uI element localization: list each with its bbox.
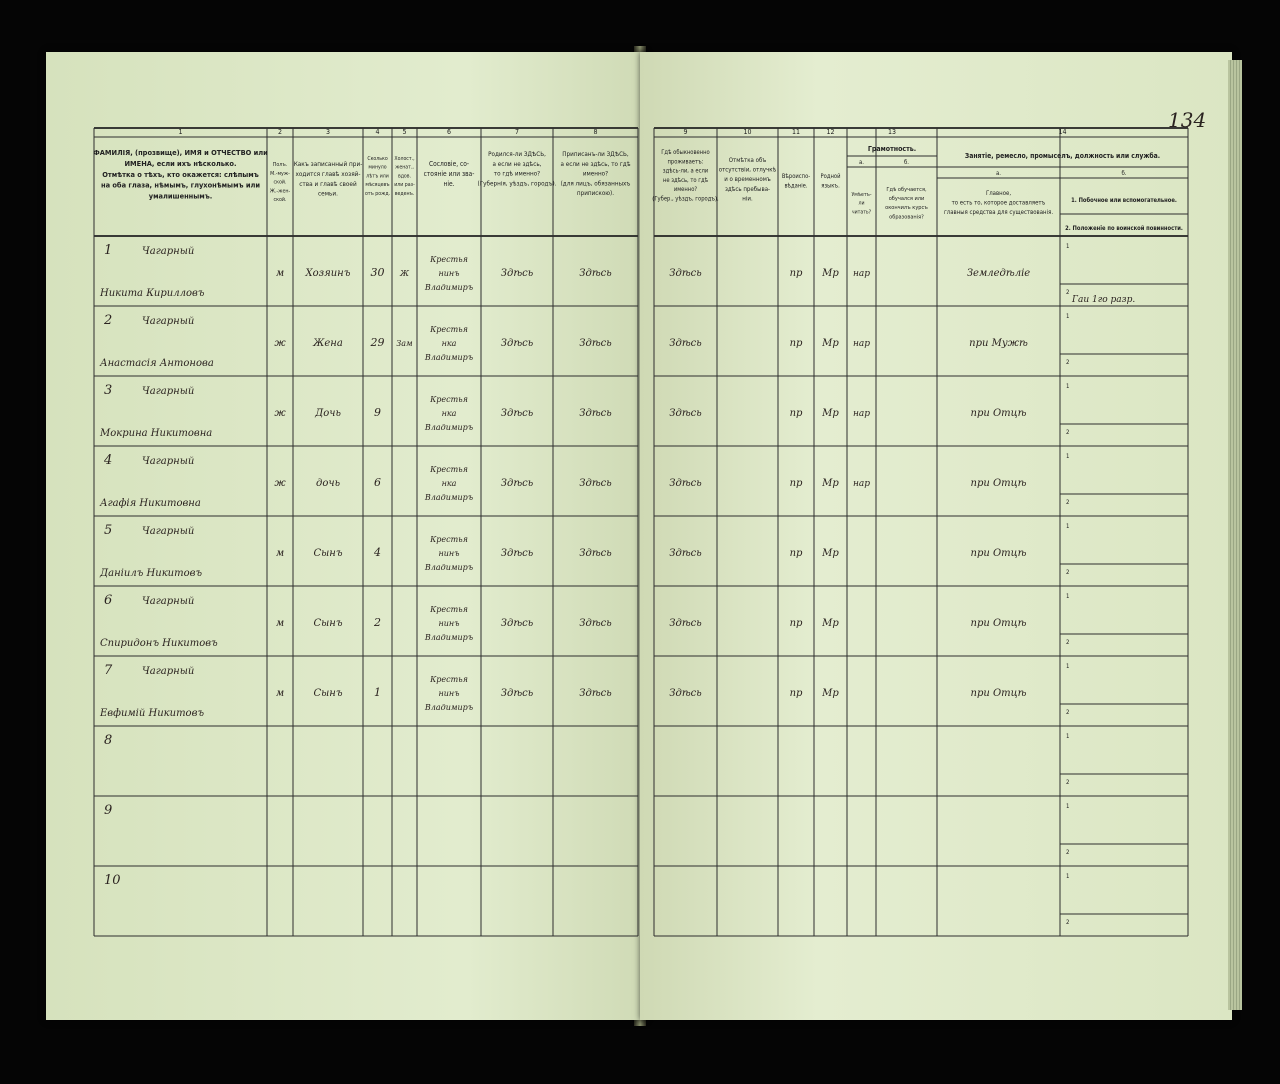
header-occupation: Занятіе, ремесло, промыселъ, должность или служба.	[964, 152, 1161, 160]
given-name: Агафія Никитовна	[100, 498, 201, 509]
estate-value: Владимиръ	[424, 283, 474, 292]
header-name: ИМЕНА, если ихъ нѣсколько.	[124, 158, 237, 168]
page-number: 134	[1168, 108, 1207, 132]
residence-value: Здѣсь	[669, 688, 702, 699]
religion-value: пр	[789, 548, 803, 559]
header-birthplace: (Губернія, уѣздъ, городъ).	[477, 180, 557, 188]
residence-value: Здѣсь	[669, 548, 702, 559]
estate-value: нинъ	[438, 269, 460, 278]
header-sex: ской.	[273, 197, 287, 204]
registration-value: Здѣсь	[579, 408, 612, 419]
header-age: лѣтъ или	[366, 173, 389, 180]
birthplace-value: Здѣсь	[500, 618, 534, 629]
header-education: окончилъ курсъ	[885, 205, 928, 212]
residence-value: Здѣсь	[669, 268, 702, 279]
age-value: 1	[374, 686, 381, 699]
header-marital: Холост.,	[394, 156, 415, 162]
surname: Чагарный	[142, 246, 195, 257]
language-value: Мр	[822, 338, 839, 349]
surname: Чагарный	[142, 386, 195, 397]
age-value: 30	[370, 266, 385, 279]
relation-value: Сынъ	[313, 618, 343, 629]
relation-value: дочь	[315, 478, 341, 489]
header-estate: Сословіе, со-	[428, 160, 470, 168]
estate-value: Владимиръ	[424, 423, 474, 432]
registration-value: Здѣсь	[579, 688, 612, 699]
residence-value: Здѣсь	[669, 338, 702, 349]
header-sex: Полъ.	[272, 162, 288, 168]
column-number: 2	[277, 128, 283, 136]
residence-value: Здѣсь	[669, 478, 702, 489]
header-registration: а если не здѣсь, то гдѣ	[560, 160, 631, 168]
occupation-value: при Отцѣ	[970, 688, 1027, 699]
header-literacy: Грамотность.	[867, 145, 917, 153]
header-can-read: ли	[858, 200, 865, 207]
header-religion: Вѣроиспо-	[781, 174, 811, 180]
estate-value: Крестья	[430, 675, 468, 684]
birthplace-value: Здѣсь	[500, 408, 534, 419]
sex-value: м	[275, 688, 285, 699]
religion-value: пр	[789, 688, 803, 699]
column-number: 7	[514, 128, 520, 136]
sex-value: м	[275, 618, 285, 629]
surname: Чагарный	[142, 596, 195, 607]
header-relation: ходится главѣ хозяй-	[295, 169, 361, 178]
header-name: на оба глаза, нѣмымъ, глухонѣмымъ или	[100, 180, 261, 190]
header-side-occupation: 1. Побочное или вспомогательное.	[1071, 198, 1177, 204]
column-number: 4	[375, 128, 380, 136]
estate-value: Крестья	[430, 605, 468, 614]
can-read-value: нар	[852, 409, 871, 419]
row-number: 6	[104, 593, 113, 608]
registration-value: Здѣсь	[579, 618, 612, 629]
estate-value: нка	[441, 409, 457, 418]
age-value: 29	[370, 336, 385, 349]
header-main-occupation: то есть то, которое доставляетъ	[951, 199, 1046, 207]
given-name: Спиридонъ Никитовъ	[100, 638, 218, 649]
residence-value: Здѣсь	[669, 408, 702, 419]
row-number: 8	[104, 733, 113, 748]
birthplace-value: Здѣсь	[500, 548, 534, 559]
subrow-label-2: 2	[1066, 289, 1070, 296]
relation-value: Сынъ	[313, 688, 343, 699]
relation-value: Жена	[313, 338, 343, 349]
language-value: Мр	[822, 268, 839, 279]
column-number: 5	[402, 128, 407, 136]
relation-value: Дочь	[315, 408, 341, 419]
subrow-label-2: 2	[1066, 709, 1070, 716]
row-number: 3	[104, 383, 113, 398]
can-read-value: нар	[852, 479, 871, 489]
subrow-label-1: 1	[1066, 593, 1070, 600]
subrow-label-2: 2	[1066, 429, 1070, 436]
subrow-label-1: 1	[1066, 803, 1070, 810]
subrow-label-2: 2	[1066, 569, 1070, 576]
header-birthplace: а если не здѣсь,	[492, 160, 542, 168]
estate-value: Владимиръ	[424, 633, 474, 642]
row-number: 2	[104, 313, 113, 328]
column-number: 14	[1058, 128, 1067, 136]
subrow-label-2: 2	[1066, 639, 1070, 646]
header-marital: женат.,	[395, 164, 414, 171]
header-age: отъ рожд.	[364, 190, 391, 197]
birthplace-value: Здѣсь	[500, 338, 534, 349]
estate-value: Крестья	[430, 535, 468, 544]
surname: Чагарный	[142, 526, 195, 537]
header-registration: именно?	[582, 170, 609, 178]
header-birthplace: Родился-ли ЗДѢСЬ,	[488, 151, 546, 158]
can-read-value: нар	[852, 339, 871, 349]
subrow-label-2: 2	[1066, 849, 1070, 856]
age-value: 2	[374, 616, 381, 629]
registration-value: Здѣсь	[579, 268, 612, 279]
header-military-status: 2. Положеніе по воинской повинности.	[1065, 226, 1183, 232]
religion-value: пр	[789, 478, 803, 489]
age-value: 6	[374, 476, 381, 489]
birthplace-value: Здѣсь	[500, 268, 534, 279]
subrow-label-1: 1	[1066, 383, 1070, 390]
surname: Чагарный	[142, 316, 195, 327]
estate-value: Владимиръ	[424, 703, 474, 712]
header-residence: именно?	[673, 187, 698, 194]
sex-value: ж	[274, 478, 286, 489]
header-sex: Ж.-жен-	[269, 188, 291, 195]
header-education: обучался или	[888, 196, 925, 203]
estate-value: Крестья	[430, 465, 468, 474]
sex-value: м	[275, 268, 285, 279]
header-residence: проживаетъ:	[667, 159, 704, 166]
given-name: Даніилъ Никитовъ	[100, 568, 203, 579]
relation-value: Хозяинъ	[305, 268, 351, 279]
row-number: 7	[104, 663, 113, 678]
column-number: 8	[593, 128, 598, 136]
can-read-value: нар	[852, 269, 871, 279]
religion-value: пр	[789, 408, 803, 419]
header-residence: здѣсь-ли, а если	[662, 168, 709, 175]
header-literacy-b-letter: б.	[903, 159, 910, 166]
header-residence: не здѣсь, то гдѣ	[662, 177, 709, 184]
header-birthplace: то гдѣ именно?	[493, 170, 541, 178]
subrow-label-1: 1	[1066, 313, 1070, 320]
header-relation: ства и главѣ своей	[299, 179, 357, 188]
header-age: минуло	[368, 164, 387, 171]
row-number: 1	[104, 243, 113, 258]
row-number: 5	[104, 523, 113, 538]
age-value: 4	[374, 546, 381, 559]
header-absence: отсутствіи, отлучкѣ	[718, 166, 777, 174]
estate-value: нка	[441, 339, 457, 348]
estate-value: Владимиръ	[424, 563, 474, 572]
given-name: Евфимій Никитовъ	[100, 708, 205, 719]
language-value: Мр	[822, 408, 839, 419]
column-number: 1	[178, 128, 183, 136]
estate-value: нинъ	[438, 689, 460, 698]
subrow-label-1: 1	[1066, 663, 1070, 670]
birthplace-value: Здѣсь	[500, 688, 534, 699]
header-absence: здѣсь пребыва-	[724, 185, 771, 193]
header-language: языкъ.	[821, 183, 840, 190]
estate-value: нинъ	[438, 619, 460, 628]
header-religion: вѣданіе.	[784, 183, 808, 190]
language-value: Мр	[822, 688, 839, 699]
religion-value: пр	[789, 268, 803, 279]
occupation-value: при Отцѣ	[970, 408, 1027, 419]
sex-value: ж	[274, 338, 286, 349]
column-number: 12	[826, 128, 835, 136]
header-education: Гдѣ обучается,	[886, 187, 927, 193]
estate-value: нинъ	[438, 549, 460, 558]
column-number: 6	[446, 128, 452, 136]
header-can-read: Умѣетъ-	[851, 192, 872, 198]
estate-value: Владимиръ	[424, 493, 474, 502]
header-name: умалишеннымъ.	[148, 191, 213, 201]
surname: Чагарный	[142, 456, 195, 467]
subrow-label-2: 2	[1066, 919, 1070, 926]
header-name: ФАМИЛІЯ, (прозвище), ИМЯ и ОТЧЕСТВО или	[93, 148, 268, 157]
column-number: 13	[887, 128, 897, 136]
sex-value: ж	[274, 408, 286, 419]
given-name: Анастасія Антонова	[100, 358, 214, 369]
occupation-value: при Мужѣ	[969, 338, 1028, 349]
header-main-occupation: Главное,	[985, 190, 1012, 197]
subrow-label-2: 2	[1066, 779, 1070, 786]
header-occupation-a-letter: а.	[995, 170, 1002, 177]
age-value: 9	[374, 406, 381, 419]
subrow-label-1: 1	[1066, 733, 1070, 740]
column-number: 11	[791, 128, 801, 136]
estate-value: Владимиръ	[424, 353, 474, 362]
header-main-occupation: главныя средства для существованія.	[943, 209, 1054, 216]
header-estate: ніе.	[443, 180, 455, 189]
birthplace-value: Здѣсь	[500, 478, 534, 489]
header-literacy-a-letter: а.	[858, 159, 865, 166]
language-value: Мр	[822, 478, 839, 489]
header-relation: семьи.	[318, 189, 338, 198]
religion-value: пр	[789, 618, 803, 629]
occupation-value: Земледѣліе	[966, 268, 1031, 279]
column-number: 3	[325, 128, 331, 136]
row-number: 9	[104, 803, 113, 818]
occupation-value: при Отцѣ	[970, 548, 1027, 559]
sex-value: м	[275, 548, 285, 559]
header-name: Отмѣтка о тѣхъ, кто окажется: слѣпымъ	[102, 169, 259, 179]
subrow-label-1: 1	[1066, 243, 1070, 250]
header-sex: М.-муж-	[270, 170, 290, 177]
subrow-label-1: 1	[1066, 873, 1070, 880]
header-marital: вдов.	[397, 173, 412, 180]
header-absence: и о временномъ	[724, 176, 771, 184]
header-residence: (Губер., уѣздъ, городъ).	[652, 196, 719, 203]
header-age: мѣсяцевъ	[365, 182, 390, 189]
estate-value: Крестья	[430, 395, 468, 404]
relation-value: Сынъ	[313, 548, 343, 559]
header-marital: или раз-	[394, 182, 415, 189]
estate-value: Крестья	[430, 255, 468, 264]
header-age: Сколько	[367, 156, 388, 162]
language-value: Мр	[822, 618, 839, 629]
header-absence: ніи.	[742, 195, 753, 203]
estate-value: нка	[441, 479, 457, 488]
header-estate: стояніе или зва-	[423, 170, 475, 179]
header-language: Родной	[820, 174, 841, 180]
residence-value: Здѣсь	[669, 618, 702, 629]
column-number: 9	[683, 128, 688, 136]
marital-value: Зам	[396, 339, 413, 348]
row-number: 4	[104, 453, 113, 468]
surname: Чагарный	[142, 666, 195, 677]
occupation-value: при Отцѣ	[970, 478, 1027, 489]
header-occupation-b-letter: б.	[1121, 170, 1127, 177]
subrow-label-2: 2	[1066, 499, 1070, 506]
given-name: Мокрина Никитовна	[100, 428, 213, 439]
military-value: Гаи 1го разр.	[1072, 295, 1136, 305]
header-registration: Приписанъ-ли ЗДѢСЬ,	[562, 151, 629, 158]
header-residence: Гдѣ обыкновенно	[661, 150, 710, 156]
subrow-label-1: 1	[1066, 453, 1070, 460]
column-number: 10	[743, 128, 752, 136]
occupation-value: при Отцѣ	[970, 618, 1027, 629]
header-education: образованія?	[889, 214, 924, 221]
marital-value: Ж	[400, 269, 409, 278]
religion-value: пр	[789, 338, 803, 349]
given-name: Никита Кирилловъ	[100, 288, 205, 299]
row-number: 10	[104, 873, 121, 888]
language-value: Мр	[822, 548, 839, 559]
header-absence: Отмѣтка объ	[728, 157, 767, 164]
header-registration: припискою).	[576, 190, 615, 198]
estate-value: Крестья	[430, 325, 468, 334]
registration-value: Здѣсь	[579, 478, 612, 489]
header-sex: ской.	[273, 179, 287, 186]
subrow-label-2: 2	[1066, 359, 1070, 366]
header-can-read: читать?	[851, 209, 872, 216]
registration-value: Здѣсь	[579, 548, 612, 559]
header-relation: Какъ записанный при-	[293, 160, 363, 168]
subrow-label-1: 1	[1066, 523, 1070, 530]
registration-value: Здѣсь	[579, 338, 612, 349]
header-marital: веденъ.	[394, 190, 415, 197]
header-registration: (для лицъ, обязанныхъ	[560, 180, 631, 188]
